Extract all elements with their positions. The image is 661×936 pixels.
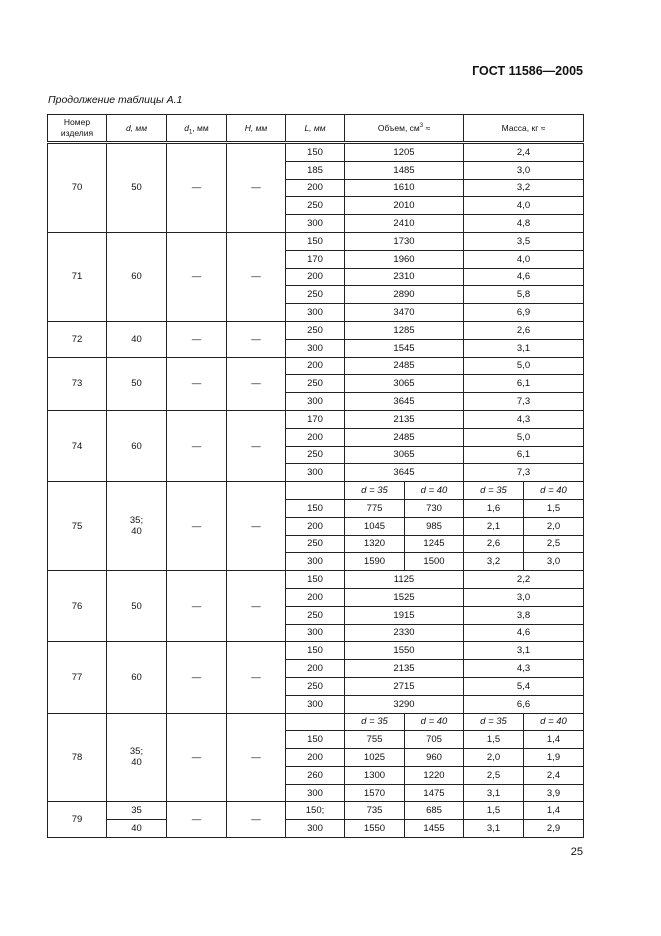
mass-d35-cell: 3,1 bbox=[464, 784, 524, 802]
d1-cell: — bbox=[167, 232, 227, 321]
h-cell: — bbox=[227, 143, 286, 233]
mass-cell: 5,8 bbox=[464, 286, 584, 304]
table-row bbox=[48, 143, 584, 162]
subheader-row bbox=[48, 713, 584, 731]
volume-d40-cell: 1220 bbox=[405, 766, 464, 784]
mass-d35-cell: 1,5 bbox=[464, 802, 524, 820]
volume-cell: 2485 bbox=[345, 428, 464, 446]
mass-d35-cell: 1,5 bbox=[464, 731, 524, 749]
mass-d40-cell: 1,4 bbox=[524, 802, 584, 820]
volume-d35-cell: 1590 bbox=[345, 553, 405, 571]
mass-d40-cell: 2,4 bbox=[524, 766, 584, 784]
product-table bbox=[47, 114, 584, 838]
mass-cell: 4,6 bbox=[464, 624, 584, 642]
volume-cell: 3645 bbox=[345, 464, 464, 482]
table-row bbox=[48, 802, 584, 820]
col-d1: $d_1$, мм bbox=[167, 115, 227, 143]
mass-cell: 7,3 bbox=[464, 393, 584, 411]
d1-cell: — bbox=[167, 802, 227, 838]
volume-cell: 2010 bbox=[345, 197, 464, 215]
volume-cell: 2485 bbox=[345, 357, 464, 375]
d1-cell: — bbox=[167, 642, 227, 713]
l-cell: 250 bbox=[286, 286, 345, 304]
page-number: 25 bbox=[570, 846, 583, 858]
d-cell bbox=[107, 482, 167, 571]
d-cell: 50 bbox=[107, 571, 167, 642]
item-no-cell: 77 bbox=[48, 642, 107, 713]
l-cell: 185 bbox=[286, 161, 345, 179]
mass-cell: 7,3 bbox=[464, 464, 584, 482]
l-cell: 200 bbox=[286, 749, 345, 767]
volume-d35-cell: 755 bbox=[345, 731, 405, 749]
l-cell: 250 bbox=[286, 677, 345, 695]
mass-cell: 2,6 bbox=[464, 321, 584, 339]
table-row bbox=[48, 321, 584, 339]
volume-cell: 1960 bbox=[345, 250, 464, 268]
volume-cell: 3065 bbox=[345, 375, 464, 393]
mass-cell: 5,0 bbox=[464, 357, 584, 375]
h-cell: — bbox=[227, 232, 286, 321]
volume-cell: 1525 bbox=[345, 588, 464, 606]
item-no-cell: 72 bbox=[48, 321, 107, 357]
mass-d35-cell: 3,2 bbox=[464, 553, 524, 571]
mass-cell: 4,0 bbox=[464, 197, 584, 215]
h-cell: — bbox=[227, 642, 286, 713]
item-no-cell: 75 bbox=[48, 482, 107, 571]
l-cell: 150 bbox=[286, 571, 345, 589]
mass-cell: 4,3 bbox=[464, 410, 584, 428]
l-cell: 170 bbox=[286, 410, 345, 428]
table-caption: Продолжение таблицы А.1 bbox=[48, 94, 183, 106]
item-no-cell: 74 bbox=[48, 410, 107, 481]
subheader-d35: d = 35 bbox=[464, 713, 524, 731]
volume-cell: 2330 bbox=[345, 624, 464, 642]
l-cell: 300 bbox=[286, 553, 345, 571]
col-item-no: Номер изделия bbox=[48, 115, 107, 143]
header-row bbox=[48, 115, 584, 143]
col-d bbox=[107, 115, 167, 143]
volume-d40-cell: 960 bbox=[405, 749, 464, 767]
subheader-d35: d = 35 bbox=[345, 482, 405, 500]
h-cell: — bbox=[227, 571, 286, 642]
l-cell: 250 bbox=[286, 375, 345, 393]
d-value-line: 35; bbox=[129, 515, 144, 527]
d-value-line: 40 bbox=[131, 757, 142, 769]
mass-cell: 6,1 bbox=[464, 446, 584, 464]
d-cell: 60 bbox=[107, 232, 167, 321]
volume-d40-cell: 1455 bbox=[405, 820, 464, 838]
volume-cell: 1485 bbox=[345, 161, 464, 179]
l-cell: 300 bbox=[286, 304, 345, 322]
item-no-cell: 70 bbox=[48, 143, 107, 233]
d1-cell: — bbox=[167, 713, 227, 802]
volume-d40-cell: 730 bbox=[405, 499, 464, 517]
l-cell: 250 bbox=[286, 321, 345, 339]
volume-d40-cell: 685 bbox=[405, 802, 464, 820]
d-cell: 60 bbox=[107, 410, 167, 481]
d1-cell: — bbox=[167, 482, 227, 571]
volume-cell: 2310 bbox=[345, 268, 464, 286]
volume-cell: 1125 bbox=[345, 571, 464, 589]
mass-d40-cell: 2,5 bbox=[524, 535, 584, 553]
l-cell: 200 bbox=[286, 588, 345, 606]
l-cell: 300 bbox=[286, 215, 345, 233]
l-cell: 200 bbox=[286, 179, 345, 197]
l-cell: 250 bbox=[286, 535, 345, 553]
mass-cell: 3,1 bbox=[464, 642, 584, 660]
l-cell: 300 bbox=[286, 784, 345, 802]
col-d-label: d, мм bbox=[125, 122, 148, 133]
l-cell-empty bbox=[286, 482, 345, 500]
l-cell: 300 bbox=[286, 695, 345, 713]
subheader-d35: d = 35 bbox=[464, 482, 524, 500]
d-cell: 40 bbox=[107, 820, 167, 838]
l-cell: 300 bbox=[286, 393, 345, 411]
volume-cell: 1545 bbox=[345, 339, 464, 357]
volume-cell: 1610 bbox=[345, 179, 464, 197]
volume-cell: 2715 bbox=[345, 677, 464, 695]
l-cell: 300 bbox=[286, 464, 345, 482]
l-cell: 170 bbox=[286, 250, 345, 268]
volume-d35-cell: 1300 bbox=[345, 766, 405, 784]
mass-d35-cell: 2,5 bbox=[464, 766, 524, 784]
l-cell: 300 bbox=[286, 820, 345, 838]
mass-cell: 6,6 bbox=[464, 695, 584, 713]
mass-d35-cell: 1,6 bbox=[464, 499, 524, 517]
table-row bbox=[48, 357, 584, 375]
mass-cell: 3,1 bbox=[464, 339, 584, 357]
mass-d40-cell: 2,9 bbox=[524, 820, 584, 838]
d1-cell: — bbox=[167, 321, 227, 357]
d1-cell: — bbox=[167, 357, 227, 410]
h-cell: — bbox=[227, 713, 286, 802]
d1-cell: — bbox=[167, 143, 227, 233]
mass-cell: 4,0 bbox=[464, 250, 584, 268]
d-value-line: 40 bbox=[131, 526, 142, 538]
mass-cell: 2,4 bbox=[464, 143, 584, 162]
l-cell: 300 bbox=[286, 624, 345, 642]
subheader-d40: d = 40 bbox=[405, 482, 464, 500]
table-row bbox=[48, 820, 584, 838]
mass-cell: 4,6 bbox=[464, 268, 584, 286]
d-cell bbox=[107, 713, 167, 802]
mass-cell: 3,0 bbox=[464, 161, 584, 179]
volume-cell: 3470 bbox=[345, 304, 464, 322]
l-cell: 200 bbox=[286, 428, 345, 446]
volume-cell: 3290 bbox=[345, 695, 464, 713]
mass-d40-cell: 1,9 bbox=[524, 749, 584, 767]
item-no-cell: 73 bbox=[48, 357, 107, 410]
col-volume: Объем, $см^3$ ≈ bbox=[345, 115, 464, 143]
table-row bbox=[48, 642, 584, 660]
mass-cell: 4,8 bbox=[464, 215, 584, 233]
col-h: H, мм bbox=[227, 115, 286, 143]
subheader-d40: d = 40 bbox=[405, 713, 464, 731]
volume-cell: 3065 bbox=[345, 446, 464, 464]
l-cell: 150 bbox=[286, 731, 345, 749]
mass-cell: 5,4 bbox=[464, 677, 584, 695]
volume-cell: 3645 bbox=[345, 393, 464, 411]
item-no-cell: 78 bbox=[48, 713, 107, 802]
l-cell: 200 bbox=[286, 357, 345, 375]
volume-cell: 1915 bbox=[345, 606, 464, 624]
subheader-d40: d = 40 bbox=[524, 482, 584, 500]
d1-cell: — bbox=[167, 410, 227, 481]
l-cell: 150 bbox=[286, 499, 345, 517]
mass-d35-cell: 2,6 bbox=[464, 535, 524, 553]
l-cell: 150 bbox=[286, 642, 345, 660]
mass-cell: 5,0 bbox=[464, 428, 584, 446]
mass-cell: 4,3 bbox=[464, 660, 584, 678]
mass-cell: 6,9 bbox=[464, 304, 584, 322]
volume-d40-cell: 1475 bbox=[405, 784, 464, 802]
mass-d35-cell: 3,1 bbox=[464, 820, 524, 838]
mass-d40-cell: 1,4 bbox=[524, 731, 584, 749]
volume-d35-cell: 1320 bbox=[345, 535, 405, 553]
volume-cell: 1730 bbox=[345, 232, 464, 250]
volume-cell: 1285 bbox=[345, 321, 464, 339]
item-no-cell: 71 bbox=[48, 232, 107, 321]
subheader-d40: d = 40 bbox=[524, 713, 584, 731]
mass-d35-cell: 2,0 bbox=[464, 749, 524, 767]
table-row bbox=[48, 410, 584, 428]
volume-d35-cell: 735 bbox=[345, 802, 405, 820]
volume-cell: 1550 bbox=[345, 642, 464, 660]
document-standard-code: ГОСТ 11586—2005 bbox=[472, 64, 583, 78]
table-row bbox=[48, 571, 584, 589]
volume-cell: 2135 bbox=[345, 660, 464, 678]
volume-cell: 2135 bbox=[345, 410, 464, 428]
d-value-line: 35; bbox=[129, 746, 144, 758]
mass-d35-cell: 2,1 bbox=[464, 517, 524, 535]
mass-cell: 3,5 bbox=[464, 232, 584, 250]
l-cell: 250 bbox=[286, 197, 345, 215]
mass-cell: 6,1 bbox=[464, 375, 584, 393]
l-cell: 200 bbox=[286, 660, 345, 678]
volume-d40-cell: 985 bbox=[405, 517, 464, 535]
h-cell: — bbox=[227, 482, 286, 571]
volume-d35-cell: 1550 bbox=[345, 820, 405, 838]
volume-d35-cell: 1045 bbox=[345, 517, 405, 535]
volume-cell: 2410 bbox=[345, 215, 464, 233]
l-cell: 150 bbox=[286, 232, 345, 250]
d1-cell: — bbox=[167, 571, 227, 642]
l-cell: 300 bbox=[286, 339, 345, 357]
h-cell: — bbox=[227, 410, 286, 481]
d-cell: 50 bbox=[107, 143, 167, 233]
table-row bbox=[48, 232, 584, 250]
volume-d35-cell: 1025 bbox=[345, 749, 405, 767]
mass-cell: 3,0 bbox=[464, 588, 584, 606]
volume-d35-cell: 775 bbox=[345, 499, 405, 517]
d-cell: 60 bbox=[107, 642, 167, 713]
mass-d40-cell: 3,9 bbox=[524, 784, 584, 802]
mass-d40-cell: 1,5 bbox=[524, 499, 584, 517]
volume-cell: 2890 bbox=[345, 286, 464, 304]
l-cell: 250 bbox=[286, 606, 345, 624]
h-cell: — bbox=[227, 321, 286, 357]
d-cell: 50 bbox=[107, 357, 167, 410]
l-cell: 200 bbox=[286, 268, 345, 286]
mass-cell: 3,2 bbox=[464, 179, 584, 197]
volume-d40-cell: 1245 bbox=[405, 535, 464, 553]
h-cell: — bbox=[227, 357, 286, 410]
l-cell: 200 bbox=[286, 517, 345, 535]
d-cell: 35 bbox=[107, 802, 167, 820]
col-l: L, мм bbox=[286, 115, 345, 143]
volume-cell: 1205 bbox=[345, 143, 464, 162]
volume-d35-cell: 1570 bbox=[345, 784, 405, 802]
item-no-cell: 76 bbox=[48, 571, 107, 642]
mass-cell: 3,8 bbox=[464, 606, 584, 624]
mass-cell: 2,2 bbox=[464, 571, 584, 589]
l-cell: 150; bbox=[286, 802, 345, 820]
volume-d40-cell: 705 bbox=[405, 731, 464, 749]
mass-d40-cell: 3,0 bbox=[524, 553, 584, 571]
col-mass: Масса, кг ≈ bbox=[464, 115, 584, 143]
mass-d40-cell: 2,0 bbox=[524, 517, 584, 535]
volume-d40-cell: 1500 bbox=[405, 553, 464, 571]
subheader-d35: d = 35 bbox=[345, 713, 405, 731]
l-cell-empty bbox=[286, 713, 345, 731]
item-no-cell: 79 bbox=[48, 802, 107, 838]
l-cell: 150 bbox=[286, 143, 345, 162]
l-cell: 260 bbox=[286, 766, 345, 784]
subheader-row bbox=[48, 482, 584, 500]
h-cell: — bbox=[227, 802, 286, 838]
d-cell: 40 bbox=[107, 321, 167, 357]
l-cell: 250 bbox=[286, 446, 345, 464]
